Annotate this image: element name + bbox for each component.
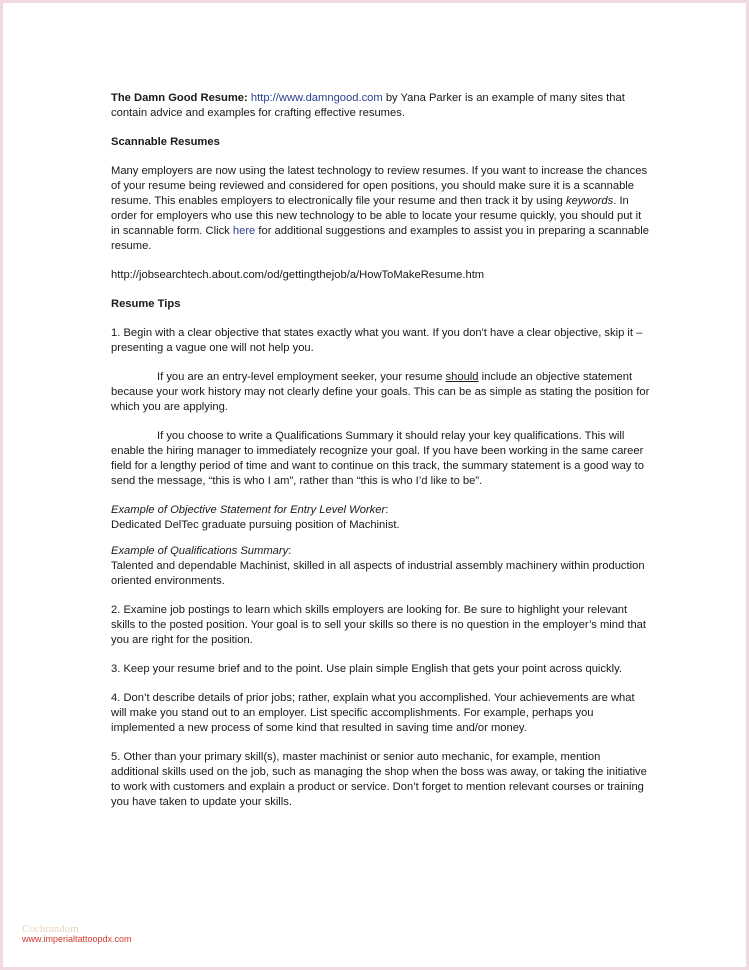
here-link[interactable]: here: [232, 225, 256, 237]
jobsearchtech-link[interactable]: http://jobsearchtech.about.com/od/gettingthejob/a/HowToMakeResume.htm: [111, 269, 485, 281]
entry-text-a: If you are an entry-level employment seeker, your resume: [157, 371, 446, 383]
scannable-text-3: for additional suggestions and examples to assist you in preparing a scannable resume.: [111, 225, 649, 252]
example-objective-text: Dedicated DelTec graduate pursuing position of Machinist.: [111, 519, 400, 531]
intro-text-b: sites that contain advice and examples for crafting effective resumes.: [111, 92, 625, 119]
intro-title: The Damn Good Resume:: [111, 92, 248, 104]
scannable-text-2: . In order for employers who use this new technology to be able to locate your resume quickly, you should put it in scannable form. Click: [111, 195, 642, 237]
watermark-link[interactable]: www.imperialtattoopdx.com: [22, 934, 132, 944]
resume-tips-heading: Resume Tips: [111, 298, 181, 310]
example-qualifications-label: Example of Qualifications Summary: [111, 545, 289, 557]
document-page: [3, 3, 746, 967]
intro-text-a: by Yana Parker is an example of many: [382, 92, 577, 104]
should-text: should: [445, 371, 479, 383]
damngood-link[interactable]: http://www.damngood.com: [250, 92, 383, 104]
tip-1: 1. Begin with a clear objective that states exactly what you want. If you don't have a clear objective, skip it – presenting a vague one will not help you.: [111, 327, 643, 354]
qualifications-paragraph: If you choose to write a Qualifications Summary it should relay your key qualifications. This will enable the hiring manager to immediately recognize your goal. If you have been working in the same career field for a lengthy period of time and want to continue on this track, the summary statement is a good way to send the message, “this is who I am”, rather than “this is who I’d like to be”.: [111, 430, 644, 487]
example-qualifications: Example of Qualifications Summary: Talented and dependable Machinist, skilled in all aspects of industrial assembly machinery within production oriented environments.: [111, 545, 645, 587]
tip-2: 2. Examine job postings to learn which skills employers are looking for. Be sure to highlight your relevant skills to the posted position. Your goal is to sell your skills so there is no question in the employer’s mind that you are right for the position.: [111, 604, 647, 646]
tip-3: 3. Keep your resume brief and to the point. Use plain simple English that gets your point across quickly.: [111, 663, 622, 675]
entry-level-paragraph: [111, 370, 651, 415]
tip-4: 4. Don’t describe details of prior jobs; rather, explain what you accomplished. Your achievements are what will make you stand out to an employer. List specific accomplishments. For example, perhaps you implemented a new process of some kind that resulted in saving time and/or money.: [111, 692, 635, 734]
tip-5: 5. Other than your primary skill(s), master machinist or senior auto mechanic, for example, mention additional skills used on the job, such as managing the shop when the boss was away, or taking the initiative to work with customers and explain a product or service. Don’t forget to mention relevant courses or training you have taken to update your skills.: [111, 751, 647, 808]
watermark-ghost-text: Cochrandom: [22, 923, 79, 935]
example-qualifications-text: Talented and dependable Machinist, skilled in all aspects of industrial assembly machinery within production oriented environments.: [111, 560, 645, 587]
document-body: [111, 91, 651, 810]
example-objective-label: Example of Objective Statement for Entry Level Worker: [111, 504, 386, 516]
keywords-text: keywords: [565, 195, 614, 207]
scannable-paragraph: [111, 164, 651, 254]
scannable-heading: Scannable Resumes: [111, 136, 220, 148]
intro-paragraph: [111, 91, 651, 121]
example-objective: Example of Objective Statement for Entry Level Worker: Dedicated DelTec graduate pursuing position of Machinist.: [111, 504, 400, 531]
scannable-text-1: Many employers are now using the latest technology to review resumes. If you want to increase the chances of your resume being reviewed and considered for open positions, you should make sure it is a scannable resume. This enables employers to electronically file your resume and then track it by using: [111, 165, 648, 207]
entry-text-b: include an objective statement because your work history may not clearly define your goals. This can be as simple as stating the position for which you are applying.: [111, 371, 650, 413]
